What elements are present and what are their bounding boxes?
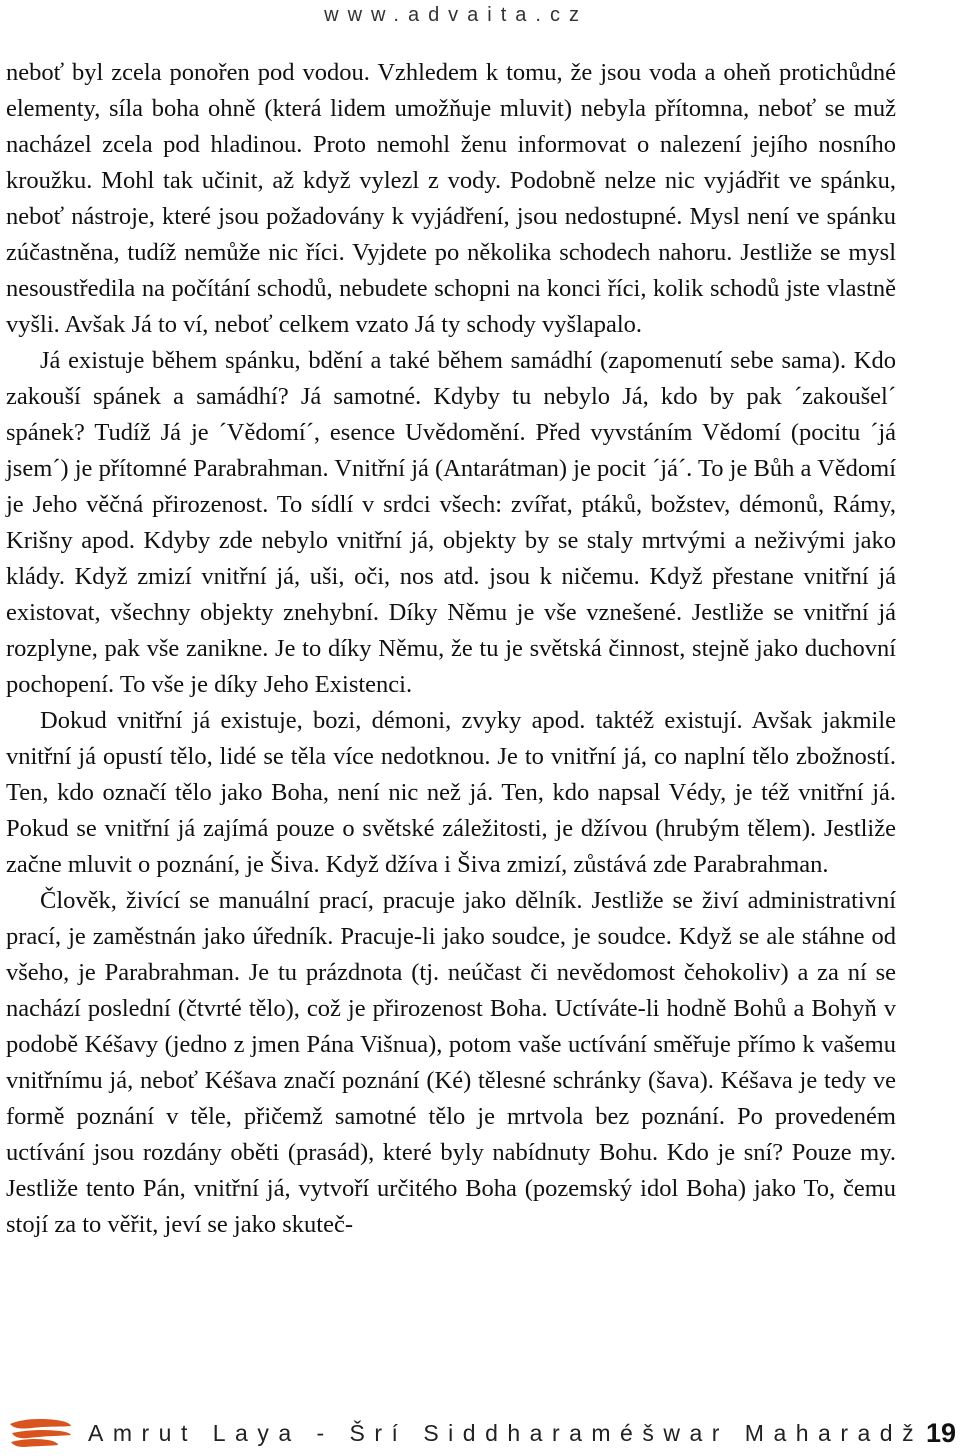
- paragraph: neboť byl zcela ponořen pod vodou. Vzhledem k tomu, že jsou voda a oheň protichůdné elementy, síla boha ohně (která lidem umožňuje mluvit) nebyla přítomna, neboť se muž nacházel zcela pod hladinou. Proto nemohl ženu informovat o nalezení jejího nosního kroužku. Mohl tak učinit, až když vylezl z vody. Podobně nelze nic vyjádřit ve spánku, neboť nástroje, které jsou požadovány k vyjádření, jsou nedostupné. Mysl není ve spánku zúčastněna, tudíž nemůže nic říci. Vyjdete po několika schodech nahoru. Jestliže se mysl nesoustředila na počítání schodů, nebudete schopni na konci říci, kolik schodů jste vlastně vyšli. Avšak Já to ví, neboť celkem vzato Já ty schody vyšlapalo.: [6, 59, 896, 338]
- paragraph: Člověk, živící se manuální prací, pracuje jako dělník. Jestliže se živí administrativní prací, je zaměstnán jako úředník. Pracuje-li jako soudce, je soudce. Když se ale stáhne od všeho, je Parabrahman. Je tu prázdnota (tj. neúčast či nevědomost čehokoliv) a za ní se nachází poslední (čtvrté tělo), což je přirozenost Boha. Uctíváte-li hodně Bohů a Bohyň v podobě Kéšavy (jedno z jmen Pána Višnua), potom vaše uctívání směřuje přímo k vašemu vnitřnímu já, neboť Kéšava značí poznání (Ké) tělesné schránky (šava). Kéšava je tedy ve formě poznání v těle, přičemž samotné tělo je mrtvola bez poznání. Po provedeném uctívání jsou rozdány oběti (prasád), které byly nabídnuty Bohu. Kdo je sní? Pouze my. Jestliže tento Pán, vnitřní já, vytvoří určitého Boha (pozemský idol Boha) jako To, čemu stojí za to věřit, jeví se jako skuteč-: [6, 887, 896, 1238]
- page-footer: [0, 1412, 960, 1456]
- paragraph: Dokud vnitřní já existuje, bozi, démoni, zvyky apod. taktéž existují. Avšak jakmile vnitřní já opustí tělo, lidé se těla více nedotknou. Je to vnitřní já, co naplní tělo zbožností. Ten, kdo označí tělo jako Boha, není nic než já. Ten, kdo napsal Védy, je též vnitřní já. Pokud se vnitřní já zajímá pouze o světské záležitosti, je džívou (hrubým tělem). Jestliže začne mluvit o poznání, je Šiva. Když džíva i Šiva zmizí, zůstává zde Parabrahman.: [6, 707, 896, 878]
- page-number: 19: [925, 1418, 956, 1448]
- logo-stroke-middle: [12, 1430, 71, 1438]
- book-title: Amrut Laya - Šrí Siddharaméšwar Maharadž: [88, 1420, 924, 1446]
- logo-stroke-bottom: [11, 1439, 58, 1447]
- paragraph: Já existuje během spánku, bdění a také během samádhí (zapomenutí sebe sama). Kdo zakouší spánek a samádhí? Já samotné. Kdyby tu nebylo Já, kdo by pak ´zakoušel´ spánek? Tudíž Já je ´Vědomí´, esence Uvědomění. Před vyvstáním Vědomí (pocitu ´já jsem´) je přítomné Parabrahman. Vnitřní já (Antarátman) je pocit ´já´. To je Bůh a Vědomí je Jeho věčná přirozenost. To sídlí v srdci všech: zvířat, ptáků, božstev, démonů, Rámy, Krišny apod. Kdyby zde nebylo vnitřní já, objekty by se staly mrtvými a neživými jako klády. Když zmizí vnitřní já, uši, oči, nos atd. jsou k ničemu. Když přestane vnitřní já existovat, všechny objekty znehybní. Díky Němu je vše vznešené. Jestliže se vnitřní já rozplyne, pak vše zanikne. Je to díky Němu, že tu je světská činnost, stejně jako duchovní pochopení. To vše je díky Jeho Existenci.: [6, 347, 896, 698]
- website-url: www.advaita.cz: [324, 4, 588, 26]
- page-body: [6, 55, 896, 1243]
- brush-stroke-logo-icon: [8, 1416, 72, 1448]
- logo-stroke-top: [10, 1419, 71, 1428]
